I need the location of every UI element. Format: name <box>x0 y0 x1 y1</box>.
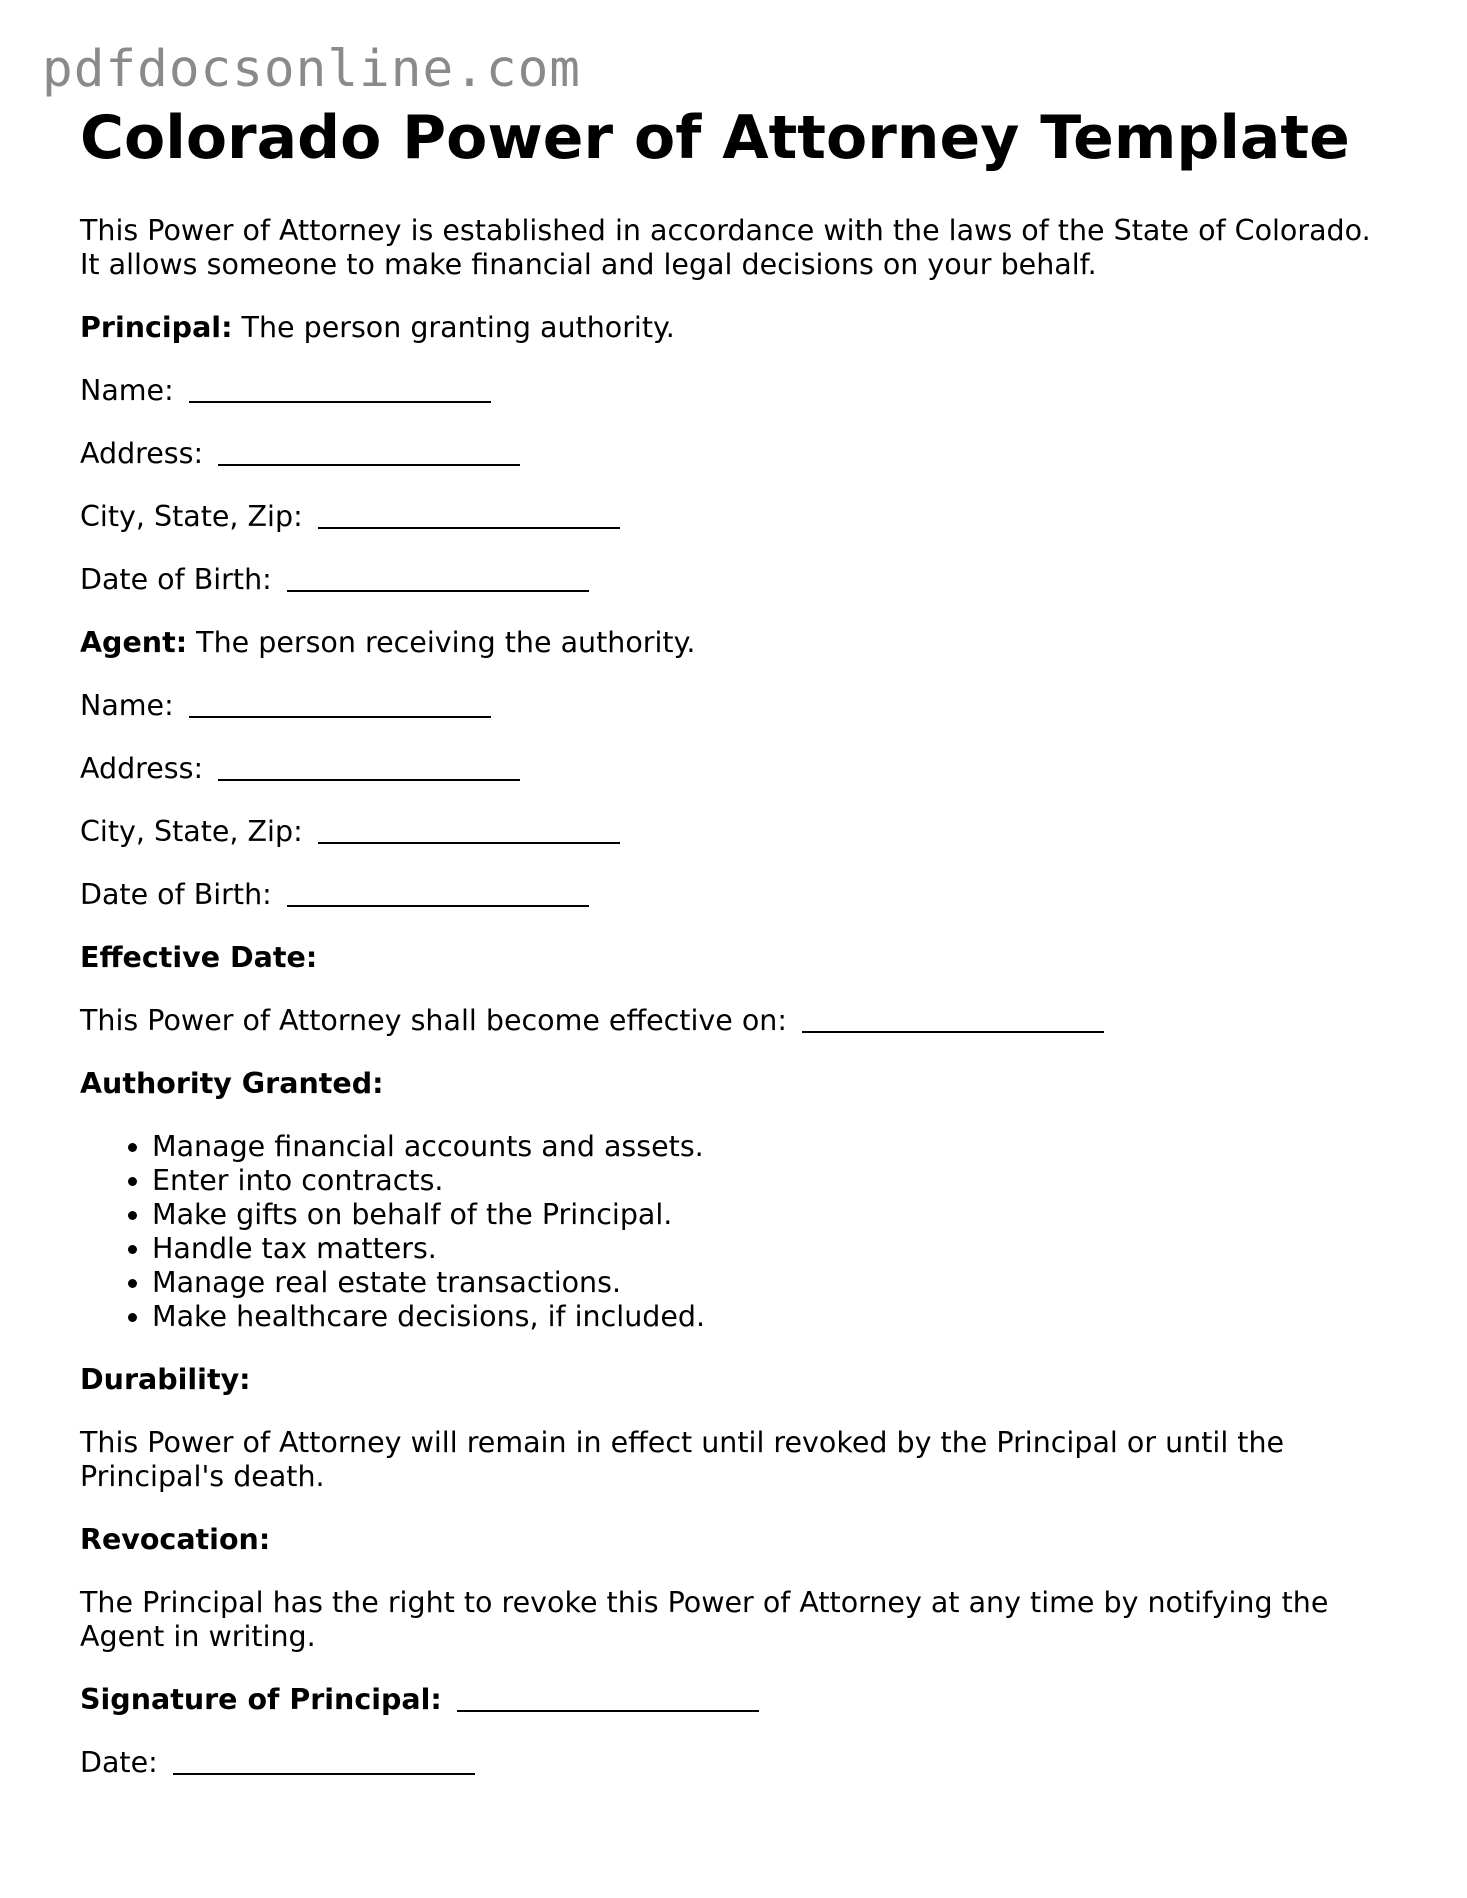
agent-city-label: City, State, Zip: <box>80 815 303 848</box>
list-item: • Enter into contracts. <box>152 1164 1410 1198</box>
authority-heading: Authority Granted: <box>80 1067 384 1100</box>
principal-name-label: Name: <box>80 374 174 407</box>
durability-line-1: This Power of Attorney will remain in effect until revoked by the Principal or until the <box>80 1426 1285 1459</box>
principal-dob-row <box>80 563 1410 597</box>
agent-dob-field[interactable] <box>287 904 589 907</box>
page-title: Colorado Power of Attorney Template <box>80 103 1350 173</box>
revocation-paragraph <box>80 1586 1410 1654</box>
intro-line-1: This Power of Attorney is established in accordance with the laws of the State of Colorado. <box>80 214 1371 247</box>
durability-heading: Durability: <box>80 1363 251 1396</box>
list-item: • Make healthcare decisions, if included. <box>152 1300 1410 1334</box>
agent-section-heading <box>80 626 1410 660</box>
authority-list <box>80 1130 1410 1334</box>
signature-field[interactable] <box>457 1709 759 1712</box>
list-item: • Manage real estate transactions. <box>152 1266 1410 1300</box>
agent-name-field[interactable] <box>189 715 491 718</box>
document-page <box>80 104 1410 1780</box>
principal-address-field[interactable] <box>218 463 520 466</box>
agent-name-label: Name: <box>80 689 174 722</box>
durability-line-2: Principal's death. <box>80 1460 325 1493</box>
principal-city-label: City, State, Zip: <box>80 500 303 533</box>
principal-dob-label: Date of Birth: <box>80 563 272 596</box>
agent-address-row <box>80 752 1410 786</box>
list-item: • Handle tax matters. <box>152 1232 1410 1266</box>
effective-date-heading: Effective Date: <box>80 941 318 974</box>
principal-section-heading <box>80 311 1410 345</box>
principal-description: The person granting authority. <box>241 311 675 344</box>
effective-date-row <box>80 1004 1410 1038</box>
durability-paragraph <box>80 1426 1410 1494</box>
principal-city-row <box>80 500 1410 534</box>
revocation-heading: Revocation: <box>80 1523 271 1556</box>
agent-name-row <box>80 689 1410 723</box>
list-item: • Make gifts on behalf of the Principal. <box>152 1198 1410 1232</box>
signature-row <box>80 1683 1410 1717</box>
agent-dob-row <box>80 878 1410 912</box>
agent-dob-label: Date of Birth: <box>80 878 272 911</box>
principal-dob-field[interactable] <box>287 589 589 592</box>
agent-address-label: Address: <box>80 752 204 785</box>
signature-date-row <box>80 1746 1410 1780</box>
signature-label: Signature of Principal: <box>80 1683 442 1716</box>
signature-date-label: Date: <box>80 1746 158 1779</box>
intro-line-2: It allows someone to make financial and legal decisions on your behalf. <box>80 248 1097 281</box>
agent-city-field[interactable] <box>318 841 620 844</box>
agent-city-row <box>80 815 1410 849</box>
revocation-line-2: Agent in writing. <box>80 1620 316 1653</box>
agent-description: The person receiving the authority. <box>196 626 696 659</box>
agent-heading: Agent: <box>80 626 188 659</box>
list-item: • Manage financial accounts and assets. <box>152 1130 1410 1164</box>
principal-address-label: Address: <box>80 437 204 470</box>
principal-heading: Principal: <box>80 311 233 344</box>
intro-paragraph <box>80 214 1410 282</box>
signature-date-field[interactable] <box>173 1772 475 1775</box>
principal-address-row <box>80 437 1410 471</box>
agent-address-field[interactable] <box>218 778 520 781</box>
principal-city-field[interactable] <box>318 526 620 529</box>
effective-date-field[interactable] <box>802 1030 1104 1033</box>
watermark-text: pdfdocsonline.com <box>42 40 581 99</box>
revocation-line-1: The Principal has the right to revoke this Power of Attorney at any time by notifying the <box>80 1586 1329 1619</box>
principal-name-field[interactable] <box>189 400 491 403</box>
effective-date-text: This Power of Attorney shall become effective on: <box>80 1004 787 1037</box>
principal-name-row <box>80 374 1410 408</box>
